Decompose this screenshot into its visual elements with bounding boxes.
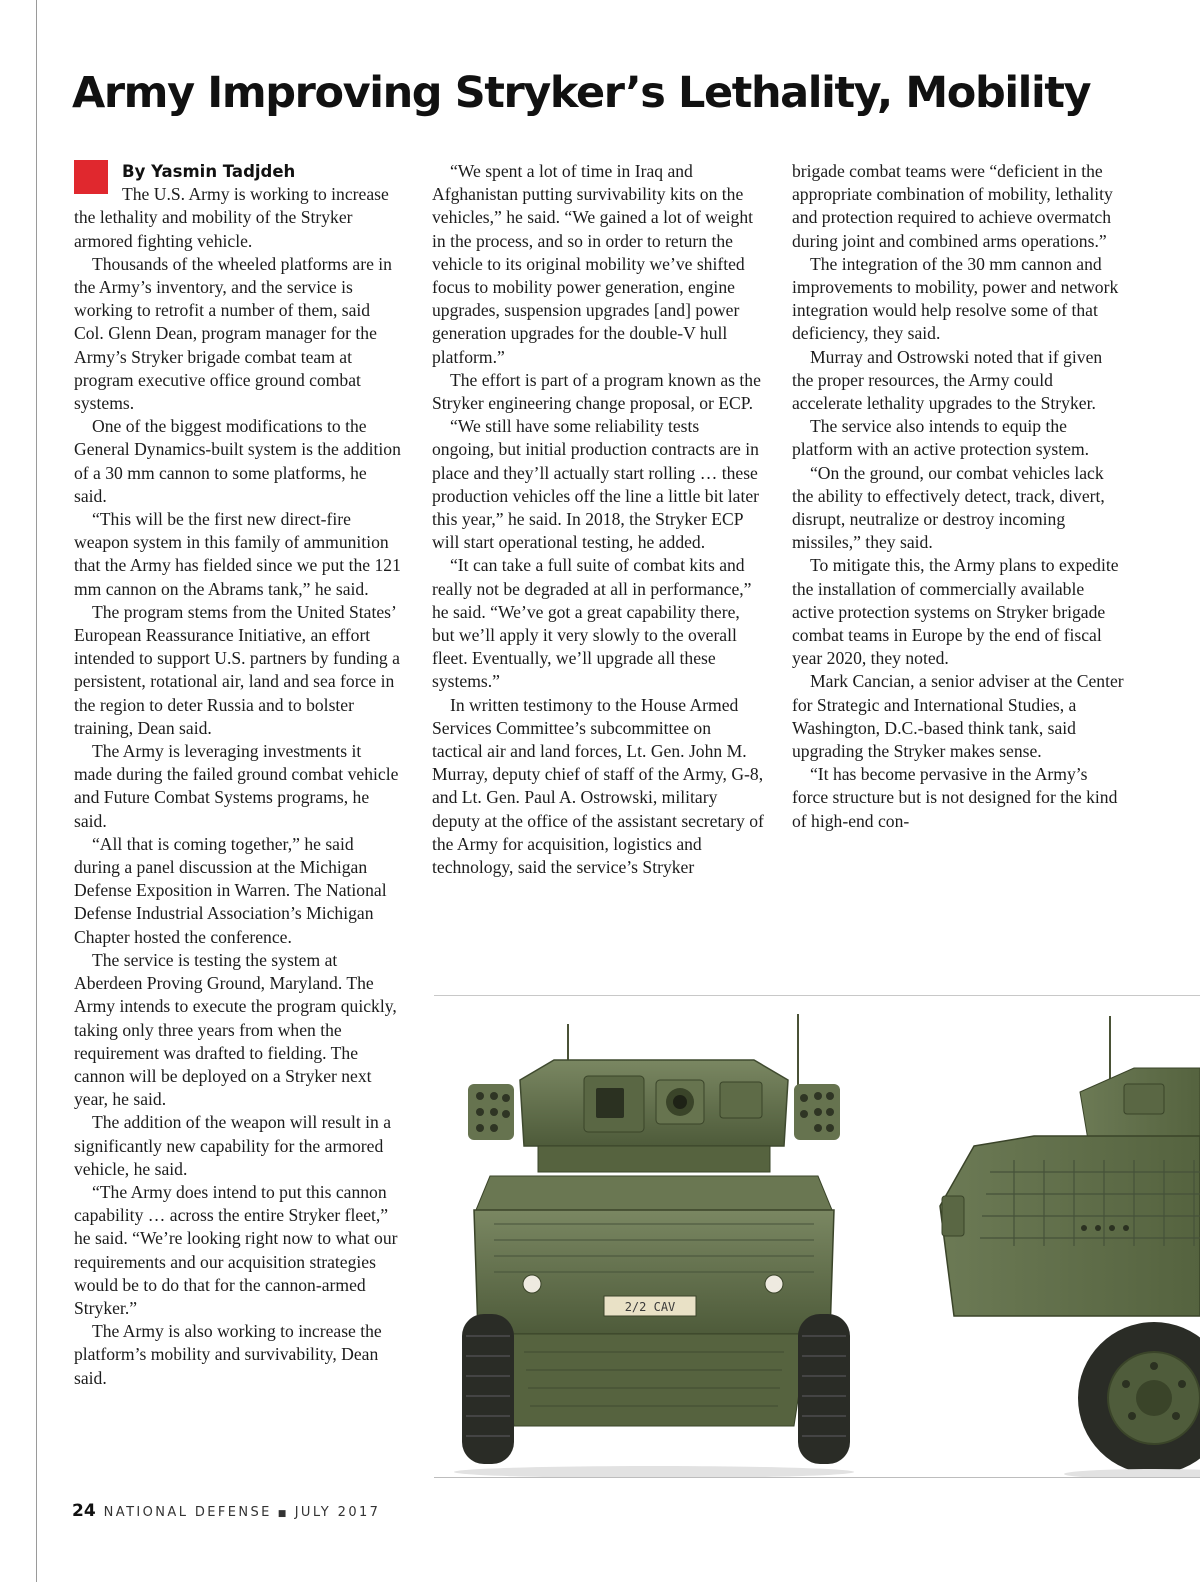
paragraph: “It can take a full suite of combat kits and really not be degraded at all in performance,” he said. “We’ve got a great capability there, but we’ll apply it very slowly to the overall fleet. Eventually, we’ll upgrade all these systems.” xyxy=(432,555,752,692)
article-headline: Army Improving Stryker’s Lethality, Mobility xyxy=(72,68,1091,118)
article-column-1 xyxy=(74,160,402,1390)
paragraph: “On the ground, our combat vehicles lack the ability to effectively detect, track, divert, disrupt, neutralize or destroy incoming missiles,” they said. xyxy=(792,462,1105,553)
paragraph: The service also intends to equip the platform with an active protection system. xyxy=(792,416,1090,460)
paragraph: “The Army does intend to put this cannon capability … across the entire Stryker fleet,” he said. “We’re looking right now to what our requirements and our acquisition strategies would be to do that for the cannon-armed Stryker.” xyxy=(74,1181,398,1318)
article-column-3 xyxy=(792,160,1126,833)
paragraph: “We still have some reliability tests ongoing, but initial production contracts are in place and they’ll actually start rolling … these production vehicles off the line a little bit later this year,” he said. In 2018, the Stryker ECP will start operational testing, he added. xyxy=(432,416,760,553)
paragraph: The integration of the 30 mm cannon and improvements to mobility, power and network integration would help resolve some of that deficiency, they said. xyxy=(792,253,1119,344)
paragraph: “We spent a lot of time in Iraq and Afghanistan putting survivability kits on the vehicles,” he said. “We gained a lot of weight in the process, and so in order to return the vehicle to its original mobility we’ve shifted focus to mobility power generation, engine upgrades, suspension upgrades [and] power generation upgrades for the double-V hull platform.” xyxy=(432,161,754,367)
paragraph: The effort is part of a program known as the Stryker engineering change proposal, or ECP. xyxy=(432,369,761,414)
article-column-2 xyxy=(432,160,764,879)
byline: By Yasmin Tadjdeh xyxy=(122,162,296,181)
stryker-vehicle-photo xyxy=(434,996,1200,1478)
paragraph: The U.S. Army is working to increase the lethality and mobility of the Stryker armored fighting vehicle. xyxy=(74,184,389,251)
paragraph: “This will be the first new direct-fire weapon system in this family of ammunition that the Army has fielded since we put the 121 mm cannon on the Abrams tank,” he said. xyxy=(74,509,401,599)
paragraph: The program stems from the United States’ European Reassurance Initiative, an effort intended to support U.S. partners by funding a persistent, rotational air, land and sea force in the region to deter Russia and to bolster training, Dean said. xyxy=(74,601,400,738)
footer-separator: ■ xyxy=(277,1509,289,1519)
stryker-front-view xyxy=(454,1014,854,1478)
paragraph: brigade combat teams were “deficient in the appropriate combination of mobility, lethality and protection required to achieve overmatch during joint and combined arms operations.” xyxy=(792,161,1113,251)
page-number: 24 xyxy=(72,1501,96,1521)
page-footer xyxy=(72,1500,380,1525)
paragraph: Murray and Ostrowski noted that if given the proper resources, the Army could accelerate lethality upgrades to the Stryker. xyxy=(792,346,1103,414)
paragraph: One of the biggest modifications to the General Dynamics-built system is the addition of a 30 mm cannon to some platforms, he said. xyxy=(74,416,401,506)
stryker-side-view xyxy=(940,1016,1200,1478)
paragraph: The addition of the weapon will result in a significantly new capability for the armored vehicle, he said. xyxy=(74,1112,392,1179)
byline-row xyxy=(74,160,402,183)
vehicle-plate-text: 2/2 CAV xyxy=(624,1300,676,1314)
paragraph: Thousands of the wheeled platforms are in the Army’s inventory, and the service is working to retrofit a number of them, said Col. Glenn Dean, program manager for the Army’s Stryker brigade combat team at program executive office ground combat systems. xyxy=(74,253,392,414)
paragraph: The Army is also working to increase the platform’s mobility and survivability, Dean said. xyxy=(74,1321,382,1388)
paragraph: Mark Cancian, a senior adviser at the Center for Strategic and International Studies, a Washington, D.C.-based think tank, said upgrading the Stryker makes sense. xyxy=(792,671,1124,762)
paragraph: The Army is leveraging investments it made during the failed ground combat vehicle and Future Combat Systems programs, he said. xyxy=(74,741,399,831)
paragraph: “It has become pervasive in the Army’s force structure but is not designed for the kind of high-end con- xyxy=(792,764,1118,831)
page-margin-rule xyxy=(36,0,37,1582)
issue-date: JULY 2017 xyxy=(294,1505,381,1520)
publication-name: NATIONAL DEFENSE xyxy=(103,1505,272,1520)
paragraph: In written testimony to the House Armed Services Committee’s subcommittee on tactical air and land forces, Lt. Gen. John M. Murray, deputy chief of staff of the Army, G-8, and Lt. Gen. Paul A. Ostrowski, military deputy at the office of the assistant secretary of the Army for acquisition, logistics and technology, said the service’s Stryker xyxy=(432,694,764,878)
stryker-illustration xyxy=(434,996,1200,1478)
paragraph: “All that is coming together,” he said during a panel discussion at the Michigan Defense Exposition in Warren. The National Defense Industrial Association’s Michigan Chapter hosted the conference. xyxy=(74,833,387,947)
paragraph: The service is testing the system at Aberdeen Proving Ground, Maryland. The Army intends to execute the program quickly, taking only three years from when the requirement was drafted to fielding. The cannon will be deployed on a Stryker next year, he said. xyxy=(74,949,397,1110)
paragraph: To mitigate this, the Army plans to expedite the installation of commercially available active protection systems on Stryker brigade combat teams in Europe by the end of fiscal year 2020, they noted. xyxy=(792,555,1119,669)
section-marker-red-square xyxy=(74,160,108,194)
photo-bottom-rule xyxy=(434,1477,1200,1478)
